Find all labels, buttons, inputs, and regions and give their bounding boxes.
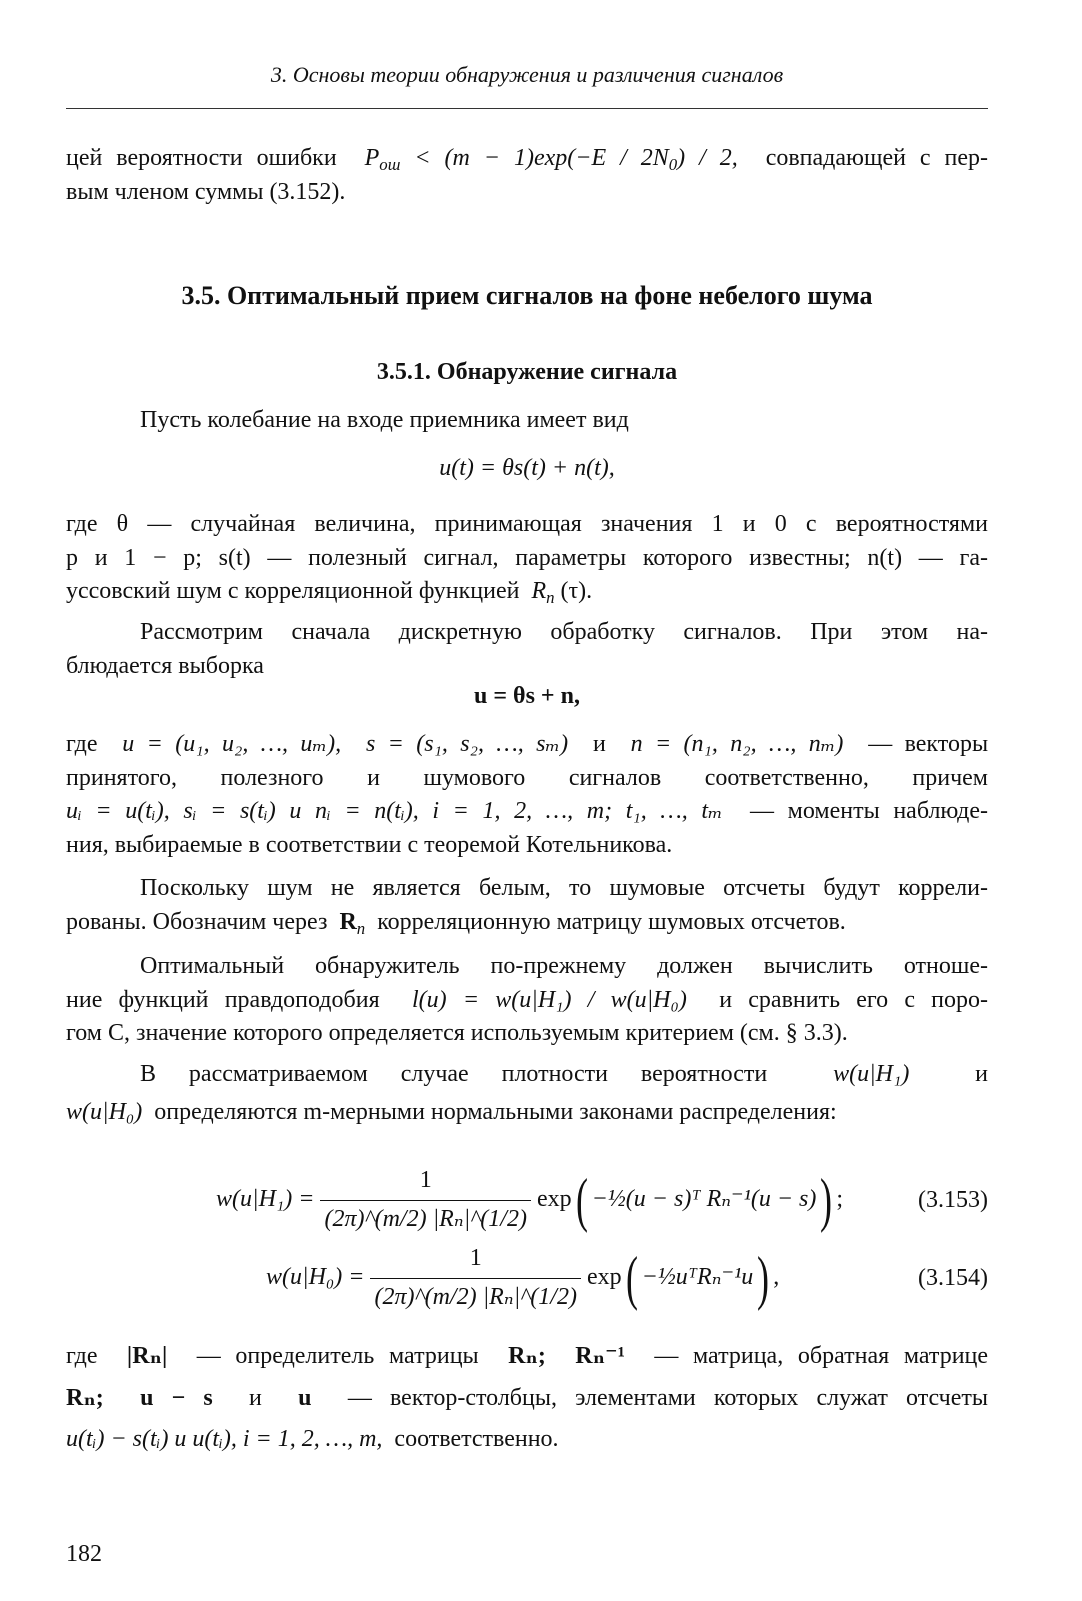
paragraph [66,1058,988,1129]
exp-label: exp [586,1264,622,1291]
fraction: $\frac{1}{\text{(2π)\textasciicircum{}(m/2) |Rₙ|\textasciicircum{}(1/2)}}$ [320,1164,530,1236]
inline-formula: l(u) = w(u|H₁) / w(u|H₀) [412,986,687,1013]
text-line: В рассматриваемом случае плотности вероятности w(u|H₁) и [140,1061,988,1087]
display-formula: u(t) = θs(t) + n(t), [439,455,615,481]
text-line: u(tᵢ) − s(tᵢ) и u(tᵢ), i = 1, 2, …, m, соответственно. [66,1426,559,1453]
text-line: Поскольку шум не является белым, то шумовые отсчеты будут коррели- [140,875,988,901]
paragraph [66,872,988,939]
equation-lhs: w(u|H₀) = [266,1264,365,1291]
inline-formula: s = (s₁, s₂, …, sₘ) [365,731,569,757]
exponent-expression: −½(u − s)ᵀ Rₙ⁻¹(u − s) [591,1186,817,1213]
header-rule [66,108,988,109]
fraction: $\frac{1}{\text{(2π)\textasciicircum{}(m/2) |Rₙ|\textasciicircum{}(1/2)}}$ [370,1242,580,1314]
text-line: принятого, полезного и шумового сигналов соответственно, причем [66,764,988,791]
inline-formula: w(u|H₁) [833,1061,910,1087]
inline-formula: uᵢ = u(tᵢ), sᵢ = s(tᵢ) и nᵢ = n(tᵢ), i = 1, 2, …, m; t₁, …, tₘ [66,798,723,825]
text-line: блюдается выборка [66,652,264,679]
text-line: Rₙ; u − s и u — вектор-столбцы, элементами которых служат отсчеты [66,1384,989,1411]
text-line: где θ — случайная величина, принимающая значения 1 и 0 с вероятностями [66,511,988,537]
inline-formula: w(u|H₀) [66,1098,143,1125]
equation-number: (3.153) [918,1187,988,1213]
inline-formula: u = (u₁, u₂, …, uₘ), [122,731,342,757]
text-line: ние функций правдоподобия l(u) = w(u|H₁) / w(u|H₀) и сравнить его с поро- [66,986,988,1013]
text-line: где |Rₙ| — определитель матрицы Rₙ; Rₙ⁻¹ — матрица, обратная матрице [66,1343,989,1369]
text-line: uᵢ = u(tᵢ), sᵢ = s(tᵢ) и nᵢ = n(tᵢ), i = 1, 2, …, m; t₁, …, tₘ — моменты наблюде- [66,798,988,825]
text-line: где u = (u₁, u₂, …, uₘ), s = (s₁, s₂, …, sₘ) и n = (n₁, n₂, …, nₘ) — векторы [66,731,989,757]
text-line: Оптимальный обнаружитель по-прежнему должен вычислить отноше- [140,953,988,979]
paragraph [66,508,988,609]
equation-3-153: w(u|H₁) = $\frac{1}{\text{(2π)\textasciicircum{}(m/2) |Rₙ|\textasciicircum{}(1/2)}}$ exp ( −½(u − s)ᵀ Rₙ⁻¹(u − s) ) ; (3.153) [66,1150,988,1250]
equation-3-154: w(u|H₀) = $\frac{1}{\text{(2π)\textasciicircum{}(m/2) |Rₙ|\textasciicircum{}(1/2)}}$ exp ( −½uᵀRₙ⁻¹u ) , (3.154) [66,1228,988,1328]
text-line [66,142,988,176]
inline-formula: u(tᵢ) − s(tᵢ) и u(tᵢ), i = 1, 2, …, m, [66,1426,383,1453]
equation-number: (3.154) [918,1265,988,1291]
paragraph [66,616,988,683]
paragraph [66,728,988,862]
text-line: Рассмотрим сначала дискретную обработку сигналов. При этом на- [140,619,988,645]
subsection-title: 3.5.1. Обнаружение сигнала [376,359,678,385]
inline-formula: $P_{ош} < (m - 1)\exp(-E / 2N_0) / 2$, [364,145,738,175]
text-line: вым членом суммы (3.152). [66,178,346,205]
paragraph [66,950,988,1051]
text-line: рованы. Обозначим через $R_n$ корреляционную матрицу шумовых отсчетов. [66,908,846,938]
paragraph [66,1340,988,1457]
text-line: p и 1 − p; s(t) — полезный сигнал, параметры которого известны; n(t) — га- [66,544,988,571]
text: цей вероятности ошибки [66,145,337,171]
display-formula: u = θs + n, [474,683,580,709]
text-line: уссовский шум с корреляционной функцией $R_n$ (τ). [66,578,593,608]
running-head: 3. Основы теории обнаружения и различения сигналов [270,62,784,87]
text-line: гом C, значение которого определяется используемым критерием (см. § 3.3). [66,1020,848,1047]
paragraph-continuation [66,142,988,209]
page-number: 182 [66,1541,102,1567]
inline-formula: n = (n₁, n₂, …, nₘ) [630,731,844,757]
text-line: ния, выбираемые в соответствии с теоремой Котельникова. [66,831,673,858]
text: совпадающей с пер- [765,145,989,171]
exp-label: exp [536,1186,572,1213]
text-line: w(u|H₀) определяются m-мерными нормальными законами распределения: [66,1098,837,1125]
section-title: 3.5. Оптимальный прием сигналов на фоне небелого шума [181,281,873,310]
equation-lhs: w(u|H₁) = [216,1186,315,1213]
exponent-expression: −½uᵀRₙ⁻¹u [641,1264,754,1291]
paragraph: Пусть колебание на входе приемника имеет вид [140,407,629,433]
